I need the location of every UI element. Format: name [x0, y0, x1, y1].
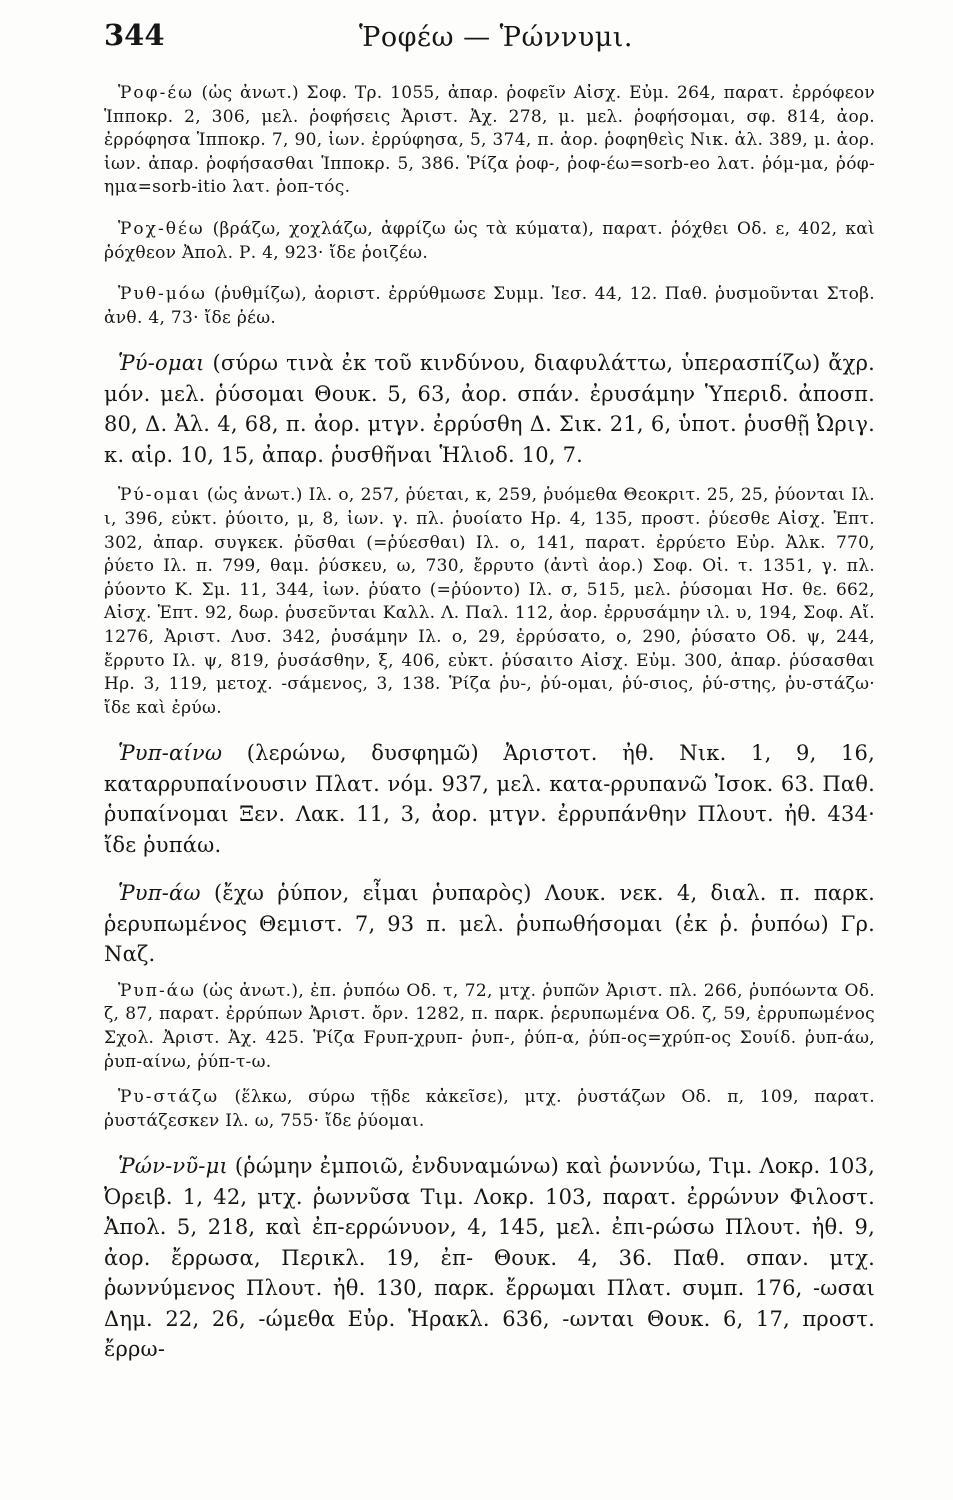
dictionary-entry	[104, 1086, 875, 1133]
entry-lemma: Ῥυπ-αίνω	[118, 741, 223, 766]
entry-lemma: Ῥύ-ομαι	[118, 351, 205, 376]
entry-headword: Ῥυπ-άω	[118, 980, 197, 1001]
entry-text: (ὡς ἀνωτ.), ἐπ. ῥυπόω Οδ. τ, 72, μτχ. ῥυπῶν Ἀριστ. πλ. 266, ῥυπόωντα Οδ. ζ, 87, παρατ. ἐρρύπων Ἀριστ. ὄρν. 1282, π. παρκ. ῥερυπωμένα Οδ. ζ, 59, ἐρρυπωμένος Σχολ. Ἀριστ. Ἀχ. 425. Ῥίζα Fρυπ-χρυπ- ῥυπ-, ῥύπ-α, ῥύπ-ος=χρύπ-ος Σουίδ. ῥυπ-άω, ῥυπ-αίνω, ῥύπ-τ-ω.	[104, 980, 875, 1072]
entry-headword: Ῥύ-ομαι	[118, 485, 201, 506]
entry-headword: Ῥυ-στάζω	[118, 1087, 220, 1108]
entry-text: (ῥυθμίζω), ἀοριστ. ἐρρύθμωσε Συμμ. Ἰεσ. 44, 12. Παθ. ῥυσμοῦνται Στοβ. ἀνθ. 4, 73· ἴδε ῥέω.	[104, 284, 875, 328]
running-head: Ῥοφέω — Ῥώννυμι.	[359, 22, 633, 53]
dictionary-entry	[104, 738, 875, 860]
entry-text: (ῥώμην ἐμποιῶ, ἐνδυναμώνω) καὶ ῥωννύω, Τιμ. Λοκρ. 103, Ὀρειβ. 1, 42, μτχ. ῥωννῦσα Τιμ. Λοκρ. 103, παρατ. ἐρρώνυν Φιλοστ. Ἀπολ. 5, 218, καὶ ἐπ-ερρώνυον, 4, 145, μελ. ἐπι-ρώσω Πλουτ. ἠθ. 9, ἀορ. ἔρρωσα, Περικλ. 19, ἐπ- Θουκ. 4, 36. Παθ. σπαν. μτχ. ῥωννύμενος Πλουτ. ἠθ. 130, παρκ. ἔρρωμαι Πλατ. συμπ. 176, -ωσαι Δημ. 22, 26, -ώμεθα Εὐρ. Ἡρακλ. 636, -ωνται Θουκ. 6, 17, προστ. ἔρρω-	[104, 1154, 875, 1362]
dictionary-entry	[104, 1151, 875, 1365]
dictionary-entry	[104, 484, 875, 720]
dictionary-entry	[104, 980, 875, 1074]
entry-headword: Ῥοχ-θέω	[118, 218, 205, 239]
dictionary-entry	[104, 218, 875, 265]
dictionary-entry	[104, 348, 875, 470]
entry-headword: Ῥοφ-έω	[118, 83, 194, 103]
entry-headword: Ῥυθ-μόω	[118, 284, 207, 305]
page-number: 344	[104, 18, 165, 52]
entry-text: (ἔχω ῥύπον, εἶμαι ῥυπαρὸς) Λουκ. νεκ. 4, διαλ. π. παρκ. ῥερυπωμένος Θεμιστ. 7, 93 π. μελ. ῥυπωθήσομαι (ἐκ ῥ. ῥυπόω) Γρ. Ναζ.	[104, 881, 875, 967]
page-header	[104, 18, 875, 66]
dictionary-entry	[104, 283, 875, 330]
dictionary-entry	[104, 82, 875, 200]
entry-lemma: Ῥυπ-άω	[118, 881, 201, 906]
entry-text: (λερώνω, δυσφημῶ) Ἀριστοτ. ἠθ. Νικ. 1, 9, 16, καταρρυπαίνουσιν Πλατ. νόμ. 937, μελ. κατα-ρρυπανῶ Ἰσοκ. 63. Παθ. ῥυπαίνομαι Ξεν. Λακ. 11, 3, ἀορ. μτγν. ἐρρυπάνθην Πλουτ. ἠθ. 434· ἴδε ῥυπάω.	[104, 741, 875, 857]
entry-lemma: Ῥών-νῦ-μι	[118, 1154, 228, 1179]
dictionary-entry	[104, 878, 875, 970]
entry-text: (ὡς ἀνωτ.) Σοφ. Τρ. 1055, ἀπαρ. ῥοφεῖν Αἰσχ. Εὐμ. 264, παρατ. ἐρρόφεον Ἱπποκρ. 2, 306, μελ. ῥοφήσεις Ἀριστ. Ἀχ. 278, μ. μελ. ῥοφήσομαι, σφ. 814, ἀορ. ἐρρόφησα Ἱπποκρ. 7, 90, ἰων. ἐρρύφησα, 5, 374, π. ἀορ. ῥοφηθεὶς Νικ. ἀλ. 389, μ. ἀορ. ἰων. ἀπαρ. ῥοφήσασθαι Ἱπποκρ. 5, 386. Ῥίζα ῥοφ-, ῥοφ-έω=sorb-eo λατ. ῥόμ-μα, ῥόφ-ημα=sorb-itio λατ. ῥοπ-τός.	[104, 83, 875, 198]
entry-text: (ἕλκω, σύρω τῇδε κἀκεῖσε), μτχ. ῥυστάζων Οδ. π, 109, παρατ. ῥυστάζεσκεν Ιλ. ω, 755· ἴδε ῥύομαι.	[104, 1087, 875, 1131]
entry-text: (βράζω, χοχλάζω, ἀφρίζω ὡς τὰ κύματα), παρατ. ῥόχθει Οδ. ε, 402, καὶ ῥόχθεον Ἀπολ. Ρ. 4, 923· ἴδε ῥοιζέω.	[104, 218, 875, 263]
entry-text: (ὡς ἀνωτ.) Ιλ. ο, 257, ῥύεται, κ, 259, ῥυόμεθα Θεοκριτ. 25, 25, ῥύονται Ιλ. ι, 396, εὐκτ. ῥύοιτο, μ, 8, ἰων. γ. πλ. ῥυοίατο Ηρ. 4, 135, προστ. ῥύεσθε Αἰσχ. Ἑπτ. 302, ἀπαρ. συγκεκ. ῥῦσθαι (=ῥύεσθαι) Ιλ. ο, 141, παρατ. ἐρρύετο Εὐρ. Ἀλκ. 770, ῥύετο Ιλ. π. 799, θαμ. ῥύσκευ, ω, 730, ἔρρυτο (ἀντὶ ἀορ.) Σοφ. Οἰ. τ. 1351, γ. πλ. ῥύοντο Κ. Σμ. 11, 344, ἰων. ῥύατο (=ῥύοντο) Ιλ. σ, 515, μελ. ῥύσομαι Ησ. θε. 662, Αἰσχ. Ἑπτ. 92, δωρ. ῥυσεῦνται Καλλ. Λ. Παλ. 112, ἀορ. ἐρρυσάμην ιλ. υ, 194, Σοφ. Αἴ. 1276, Ἀριστ. Λυσ. 342, ῥυσάμην Ιλ. ο, 29, ἐρρύσατο, ο, 290, ῥύσατο Οδ. ψ, 244, ἔρρυτο Ιλ. ψ, 819, ῥυσάσθην, ξ, 406, εὐκτ. ῥύσαιτο Αἰσχ. Εὐμ. 300, ἀπαρ. ῥύσασθαι Ηρ. 3, 119, μετοχ. -σάμενος, 3, 138. Ῥίζα ῥυ-, ῥύ-ομαι, ῥύ-σιος, ῥύ-στης, ῥυ-στάζω· ἴδε καὶ ἐρύω.	[104, 485, 875, 718]
entry-text: (σύρω τινὰ ἐκ τοῦ κινδύνου, διαφυλάττω, ὑπερασπίζω) ἄχρ. μόν. μελ. ῥύσομαι Θουκ. 5, 63, ἀορ. σπάν. ἐρυσάμην Ὑπεριδ. ἀποσπ. 80, Δ. Ἀλ. 4, 68, π. ἀορ. μτγν. ἐρρύσθη Δ. Σικ. 21, 6, ὑποτ. ῥυσθῇ Ὠριγ. κ. αἱρ. 10, 15, ἀπαρ. ῥυσθῆναι Ἡλιοδ. 10, 7.	[104, 351, 875, 467]
